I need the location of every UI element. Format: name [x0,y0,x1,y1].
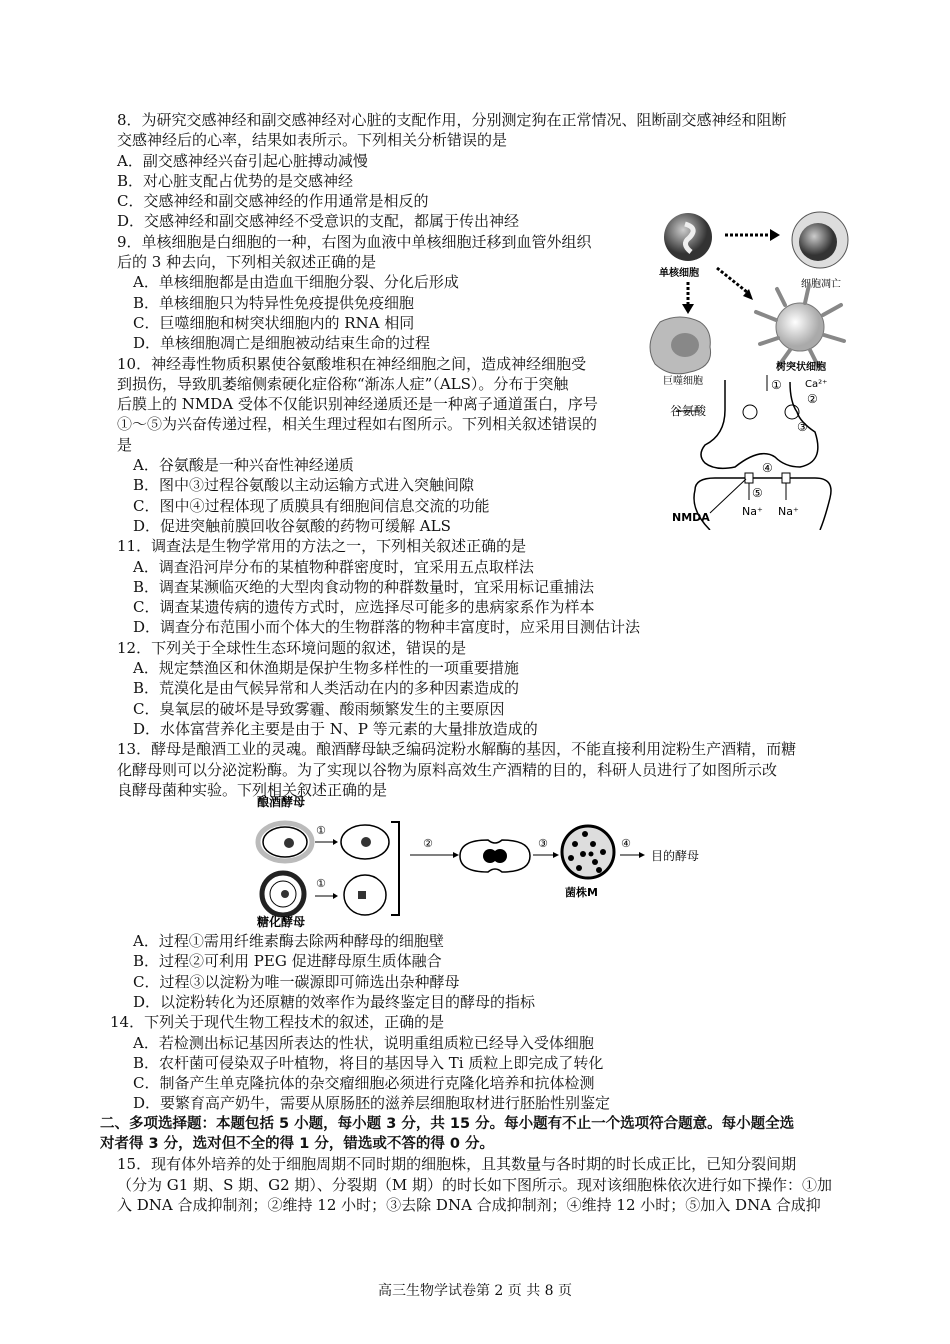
question-stem: 后的 3 种去向，下列相关叙述正确的是 [117,253,377,272]
question-stem: 良酵母菌种实验。下列相关叙述正确的是 [117,780,388,799]
option-b: B．对心脏支配占优势的是交感神经 [117,171,354,190]
step-1-label: ① [316,824,326,837]
option-c: C．调查某遗传病的遗传方式时，应选择尽可能多的患病家系作为样本 [133,598,595,617]
option-c: C．过程③以淀粉为唯一碳源即可筛选出杂种酵母 [133,972,460,991]
question-stem: 13．酵母是酿酒工业的灵魂。酿酒酵母缺乏编码淀粉水解酶的基因，不能直接利用淀粉生产酒精，而糖 [117,740,797,759]
question-stem: 14．下列关于现代生物工程技术的叙述，正确的是 [110,1013,445,1032]
nmda-receptor-icon [745,473,753,483]
question-stem: 后膜上的 NMDA 受体不仅能识别神经递质还是一种离子通道蛋白，序号 [117,395,598,414]
section-heading: 二、多项选择题：本题包括 5 小题，每小题 3 分，共 15 分。每小题有不止一个选项符合题意。每小题全选 [100,1115,795,1132]
question-stem: 到损伤，导致肌萎缩侧索硬化症俗称“渐冻人症”（ALS）。分布于突触 [117,374,569,393]
dendritic-label: 树突状细胞 [776,362,826,373]
macrophage-icon [650,317,711,374]
option-c: C．臭氧层的破坏是导致雾霾、酸雨频繁发生的主要原因 [133,699,505,718]
step-2-label: ② [807,392,818,406]
option-a: A．单核细胞都是由造血干细胞分裂、分化后形成 [133,273,459,292]
question-14 [110,1012,857,1113]
nmda-label: NMDA [672,511,710,524]
option-d: D．要繁育高产奶牛，需要从原肠胚的滋养层细胞取材进行胚胎性别鉴定 [133,1094,611,1113]
option-c: C．图中④过程体现了质膜具有细胞间信息交流的功能 [133,496,490,515]
question-stem: 入 DNA 合成抑制剂；②维持 12 小时；③去除 DNA 合成抑制剂；④维持 12 小时；⑤加入 DNA 合成抑 [117,1195,821,1214]
sodium-label: Na⁺ [778,505,799,518]
option-c: C．制备产生单克隆抗体的杂交瘤细胞必须进行克隆化培养和抗体检测 [133,1074,595,1093]
yeast-fusion-figure [253,792,713,932]
question-stem: 10．神经毒性物质积累使谷氨酸堆积在神经细胞之间，造成神经细胞受 [117,354,587,373]
question-stem: 15．现有体外培养的处于细胞周期不同时期的细胞株，且其数量与各时期的时长成正比，已知分裂间期 [117,1155,797,1174]
option-d: D．调查分布范围小而个体大的生物群落的物种丰富度时，应采用目测估计法 [133,618,641,637]
question-stem: ①～⑤为兴奋传递过程，相关生理过程如右图所示。下列相关叙述错误的 [117,415,598,434]
monocyte-icon [664,213,712,261]
sodium-label: Na⁺ [742,505,763,518]
vesicle-icon [743,405,757,419]
option-a: A．过程①需用纤维素酶去除两种酵母的细胞壁 [133,932,444,951]
saccharifying-yeast-label: 糖化酵母 [257,915,306,929]
page-footer: 高三生物学试卷第 2 页 共 8 页 [377,1283,573,1299]
option-a: A．副交感神经兴奋引起心脏搏动减慢 [117,151,368,170]
option-b: B．图中③过程谷氨酸以主动运输方式进入突触间隙 [133,476,475,495]
nmda-receptor-icon [782,473,790,483]
question-stem: 是 [117,435,133,454]
brewing-yeast-label: 酿酒酵母 [257,795,306,809]
dendritic-cell-icon [756,285,844,366]
option-b: B．过程②可利用 PEG 促进酵母原生质体融合 [133,952,442,971]
monocyte-fate-figure [645,210,860,385]
option-d: D．水体富营养化主要是由于 N、P 等元素的大量排放造成的 [133,719,538,738]
step-3-label: ③ [538,837,548,850]
step-4-label: ④ [762,461,773,475]
question-stem: 交感神经后的心率，结果如表所示。下列相关分析错误的是 [117,131,508,150]
option-d: D．单核细胞凋亡是细胞被动结束生命的过程 [133,334,431,353]
option-b: B．荒漠化是由气候异常和人类活动在内的多种因素造成的 [133,679,520,698]
question-stem: （分为 G1 期、S 期、G2 期）、分裂期（M 期）的时长如下图所示。现对该细胞株依次进行如下操作：①加 [117,1175,833,1194]
question-11 [117,536,857,637]
question-15 [117,1154,857,1215]
option-d: D．以淀粉转化为还原糖的效率作为最终鉴定目的酵母的指标 [133,992,536,1011]
monocyte-label: 单核细胞 [659,268,699,279]
step-5-label: ⑤ [752,486,763,500]
option-d: D．促进突触前膜回收谷氨酸的药物可缓解 ALS [133,516,451,535]
target-yeast-label: 目的酵母 [651,849,700,863]
question-stem: 8．为研究交感神经和副交感神经对心脏的支配作用，分别测定狗在正常情况、阻断副交感神经和阻断 [117,111,787,129]
step-1-label: ① [771,378,782,392]
step-3-label: ③ [797,420,808,434]
section-heading: 对者得 3 分，选对但不全的得 1 分，错选或不答的得 0 分。 [100,1136,495,1153]
option-a: A．规定禁渔区和休渔期是保护生物多样性的一项重要措施 [133,659,519,678]
option-b: B．农杆菌可侵染双子叶植物，将目的基因导入 Ti 质粒上即完成了转化 [133,1053,604,1072]
option-b: B．调查某濒临灭绝的大型肉食动物的种群数量时，宜采用标记重捕法 [133,577,595,596]
macrophage-label: 巨噬细胞 [663,376,703,385]
option-a: A．谷氨酸是一种兴奋性神经递质 [133,456,354,475]
calcium-label: Ca²⁺ [805,379,828,390]
colony-icon [562,826,614,878]
synapse-figure [670,375,840,530]
step-1-label: ① [316,877,326,890]
step-4-label: ④ [621,837,631,850]
question-stem: 11．调查法是生物学常用的方法之一，下列相关叙述正确的是 [117,537,527,556]
option-a: A．若检测出标记基因所表达的性状，说明重组质粒已经导入受体细胞 [133,1033,594,1052]
option-a: A．调查沿河岸分布的某植物种群密度时，宜采用五点取样法 [133,557,534,576]
section-2-heading [100,1114,857,1155]
question-stem: 12．下列关于全球性生态环境问题的叙述，错误的是 [117,638,467,657]
option-b: B．单核细胞只为特异性免疫提供免疫细胞 [133,293,415,312]
apoptotic-cell-icon [792,212,848,268]
option-c: C．巨噬细胞和树突状细胞内的 RNA 相同 [133,313,415,332]
apoptosis-label: 细胞凋亡 [801,279,841,290]
glutamate-label: 谷氨酸 [670,404,707,418]
question-stem: 9．单核细胞是白细胞的一种，右图为血液中单核细胞迁移到血管外组织 [117,232,592,251]
strain-m-label: 菌株M [565,886,598,899]
question-stem: 化酵母则可以分泌淀粉酶。为了实现以谷物为原料高效生产酒精的目的，科研人员进行了如图所示改 [117,760,778,779]
question-12 [117,638,857,739]
bracket [391,822,399,915]
step-2-label: ② [423,837,433,850]
option-d: D．交感神经和副交感神经不受意识的支配，都属于传出神经 [117,212,520,231]
option-c: C．交感神经和副交感神经的作用通常是相反的 [117,192,429,211]
